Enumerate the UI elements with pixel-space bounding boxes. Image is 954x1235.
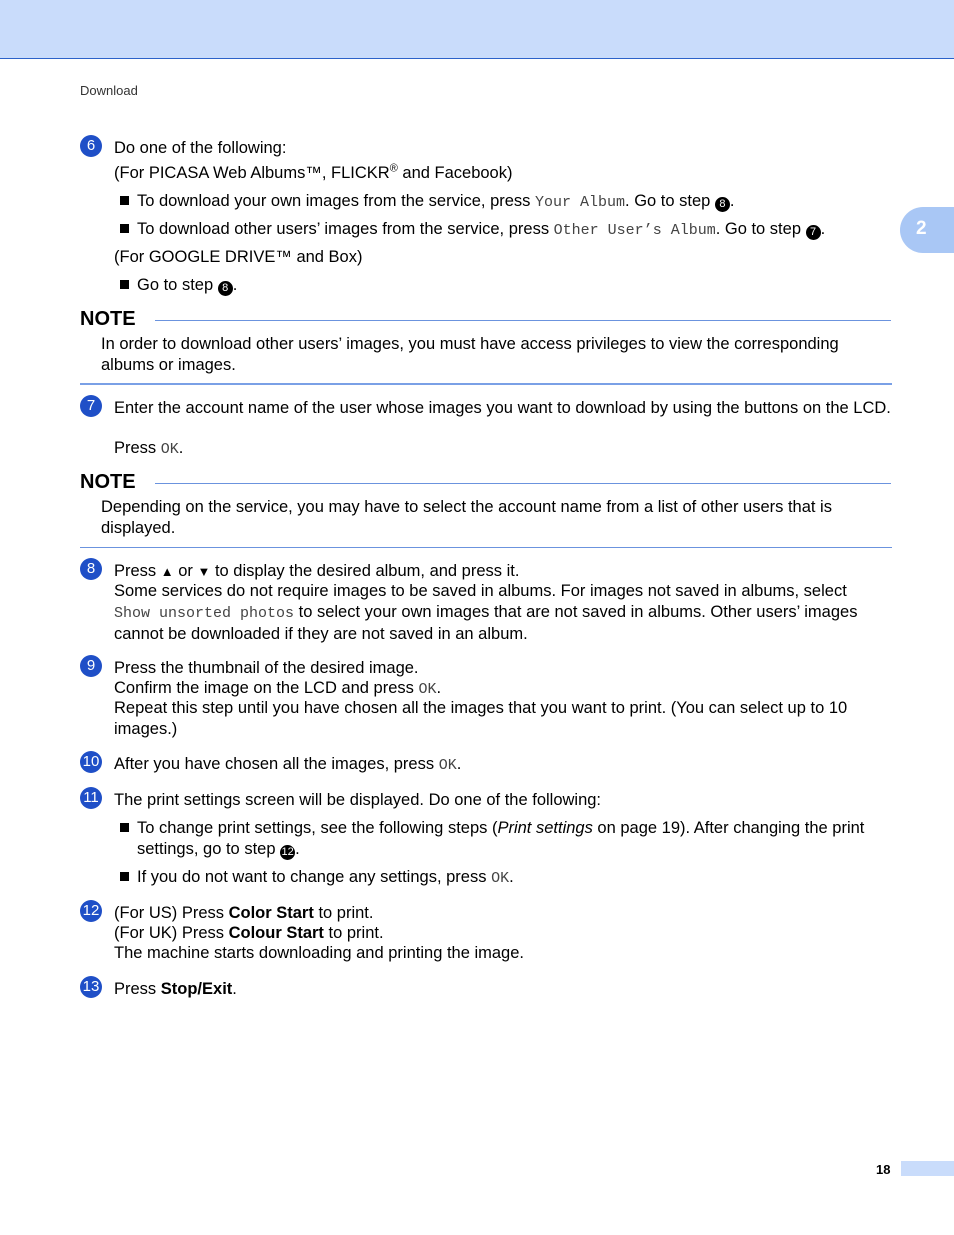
note-2-body: Depending on the service, you may have to select the account name from a list of other users that is displayed. [101,498,832,537]
step-6-google: (For GOOGLE DRIVE™ and Box) [114,248,363,266]
step-6-bullet-2-text: To download other users’ images from the service, press Other User’s Album. Go to step 7 . [137,220,826,239]
step-11-bullet-2-text: If you do not want to change any settings, press OK. [137,868,514,887]
step-7-badge: 7 [80,395,102,417]
step-ref-12: 12 [281,846,294,858]
page-number: 18 [876,1162,891,1177]
step-12-line-3: The machine starts downloading and printing the image. [114,944,524,962]
step-ref-8: 8 [218,281,233,296]
chapter-tab [900,207,954,253]
step-11-bullet-1-text: To change print settings, see the following steps (Print settings on page 19). After changing the print settings, go to step 12. [137,819,865,858]
bullet-square-icon [120,823,129,832]
step-10-text: After you have chosen all the images, press OK. [114,755,462,774]
note-2-rule [155,483,891,484]
note-2-title: NOTE [80,471,136,493]
step-13-text: Press Stop/Exit. [114,980,237,998]
step-6-badge: 6 [80,135,102,157]
step-6-bullet-3-text: Go to step 8 . [137,276,238,294]
step-12-badge: 12 [80,900,102,922]
step-8-line-3: Show unsorted photos to select your own images that are not saved in albums. Other users’ images cannot be downloaded if they are not saved in an album. [114,603,858,643]
up-arrow-icon: ▲ [160,564,174,579]
step-6-text: Do one of the following: [114,139,287,157]
step-8-badge: 8 [80,558,102,580]
chapter-number: 2 [916,218,927,239]
step-13-badge: 13 [80,976,102,998]
step-8-line-2: Some services do not require images to be saved in albums. For images not saved in albums, select [114,582,847,600]
page-tab [901,1161,954,1176]
step-9-line-3: Repeat this step until you have chosen all the images that you want to print. (You can select up to 10 images.) [114,699,848,738]
step-9-badge: 9 [80,655,102,677]
step-6-picasa: (For PICASA Web Albums™, FLICKR® and Facebook) [114,162,513,182]
step-12-us: (For US) Press Color Start to print. [114,904,374,922]
down-arrow-icon: ▼ [197,564,211,579]
bullet-square-icon [120,872,129,881]
step-7-press: Press OK. [114,439,184,458]
note-1-body: In order to download other users’ images, you must have access privileges to view the corresponding albums or images. [101,335,839,374]
header-band [0,0,954,59]
step-12-uk: (For UK) Press Colour Start to print. [114,924,384,942]
step-ref-7: 7 [806,225,821,240]
note-1-title: NOTE [80,308,136,330]
print-settings-link: Print settings [497,819,593,837]
step-11-text: The print settings screen will be displayed. Do one of the following: [114,791,602,809]
step-11-badge: 11 [80,787,102,809]
step-9-line-1: Press the thumbnail of the desired image. [114,659,419,677]
step-8-line-1: Press ▲ or ▼ to display the desired album, and press it. [114,562,520,580]
bullet-square-icon [120,224,129,233]
note-1-bottom-rule [80,383,892,385]
step-ref-8: 8 [715,197,730,212]
breadcrumb: Download [80,83,138,98]
step-7-text: Enter the account name of the user whose images you want to download by using the buttons on the LCD. [114,399,891,417]
step-6-bullet-1-text: To download your own images from the service, press Your Album. Go to step 8 . [137,192,735,211]
note-1-rule [155,320,891,321]
bullet-square-icon [120,280,129,289]
step-9-line-2: Confirm the image on the LCD and press OK. [114,679,442,698]
step-10-badge: 10 [80,751,102,773]
bullet-square-icon [120,196,129,205]
note-2-bottom-rule [80,547,892,548]
